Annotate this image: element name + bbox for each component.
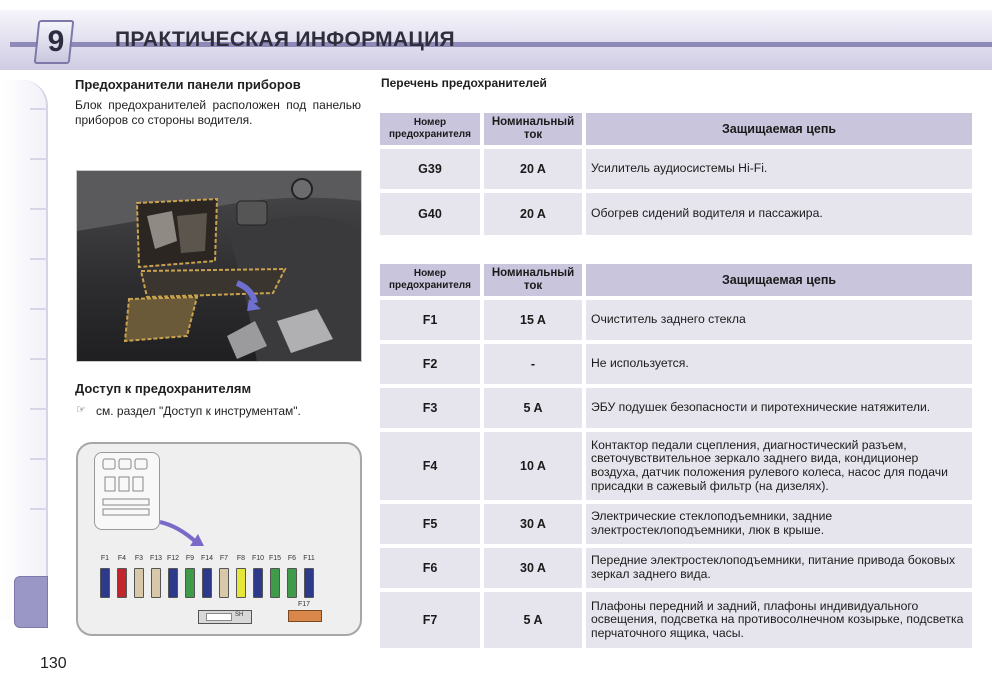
fuse-f3 [134,568,144,598]
page-number: 130 [40,655,67,672]
fuse-f17 [288,610,322,622]
rail-tick [30,458,48,460]
fuse-label: F10 [251,555,265,562]
fuse-label: F7 [219,555,229,562]
fuse-f9 [185,568,195,598]
rail-tick [30,258,48,260]
rail-tick [30,108,48,110]
fuse-list-title: Перечень предохранителей [381,76,547,90]
access-text: см. раздел "Доступ к инструментам". [96,404,301,418]
fuse-label: F8 [236,555,246,562]
relay-window [206,613,232,621]
pointer-icon: ☞ [76,404,86,416]
chapter-number: 9 [47,25,65,58]
fuse-label: F3 [134,555,144,562]
fuse-label: F9 [185,555,195,562]
rail-tick [30,508,48,510]
fuse-id: F6 [380,548,480,588]
fuse-id: F7 [380,592,480,648]
table-row [380,388,972,428]
fuse-circuit: Передние электростеклоподъемники, питание привода боковых зеркал заднего вида. [586,548,972,588]
fuse-current: 5 A [484,592,582,648]
fuse-circuit: Контактор педали сцепления, диагностический разъем, светочувствительное зеркало заднего вида, кондиционер воздуха, датчик положения рулевого колеса, насос для подачи присадки в сажевый фильтр (на дизелях). [586,432,972,500]
chapter-rail [0,80,48,620]
table-row [380,149,972,189]
f17-label: F17 [298,601,311,608]
fuse-label: F13 [149,555,163,562]
fuse-f11 [304,568,314,598]
fuse-current: 30 A [484,504,582,544]
relay-label: SH [235,612,244,618]
fuse-box-outline [94,452,160,530]
table-header [380,264,972,296]
rail-tick [30,358,48,360]
table-row [380,300,972,340]
fuse-id: F2 [380,344,480,384]
fuse-label: F4 [117,555,127,562]
page-title: ПРАКТИЧЕСКАЯ ИНФОРМАЦИЯ [115,28,455,51]
table-row [380,344,972,384]
fuse-f8 [236,568,246,598]
fuse-circuit: Плафоны передний и задний, плафоны индивидуального освещения, подсветка на противосолнечном козырьке, подсветка перчаточного ящика, часы. [586,592,972,648]
fuse-label: F1 [100,555,110,562]
fuse-label: F11 [303,555,315,562]
table-header [380,113,972,145]
access-title: Доступ к предохранителям [75,381,252,396]
fuse-id: G40 [380,193,480,235]
dashboard-photo [76,170,362,362]
fuse-label: F6 [287,555,297,562]
fuse-f7 [219,568,229,598]
fuse-f4 [117,568,127,598]
fuse-label: F12 [166,555,180,562]
rail-tick [30,408,48,410]
rail-tick [30,158,48,160]
relay-block [198,610,252,624]
fuse-current: 20 A [484,193,582,235]
fuse-current: 15 A [484,300,582,340]
section-text: Блок предохранителей расположен под панелью приборов со стороны водителя. [75,98,361,127]
fuse-label: F15 [268,555,282,562]
fuse-f15 [270,568,280,598]
zoom-arrow-icon [158,520,208,550]
fuse-circuit: Усилитель аудиосистемы Hi-Fi. [586,149,972,189]
header-fuse-number: Номер предохранителя [380,113,480,145]
fuse-circuit: Не используется. [586,344,972,384]
fuse-f14 [202,568,212,598]
fuse-label: F14 [200,555,214,562]
table-row [380,548,972,588]
fuse-id: F3 [380,388,480,428]
current-chapter-tab[interactable] [14,576,48,628]
fuse-id: F4 [380,432,480,500]
table-row [380,504,972,544]
header-fuse-number: Номер предохранителя [380,264,480,296]
fuse-current: 20 A [484,149,582,189]
table-row [380,592,972,648]
fuse-f6 [287,568,297,598]
rail-tick [30,208,48,210]
fuse-circuit: Электрические стеклоподъемники, задние электростеклоподъемники, люк в крыше. [586,504,972,544]
fuse-f12 [168,568,178,598]
table-row [380,432,972,500]
header-protected-circuit: Защищаемая цепь [586,113,972,145]
fuse-circuit: ЭБУ подушек безопасности и пиротехнические натяжители. [586,388,972,428]
fuse-id: G39 [380,149,480,189]
fuse-current: - [484,344,582,384]
header-protected-circuit: Защищаемая цепь [586,264,972,296]
fuse-circuit: Обогрев сидений водителя и пассажира. [586,193,972,235]
fuse-box-sketch [95,453,161,531]
fuse-current: 30 A [484,548,582,588]
fuse-current: 10 A [484,432,582,500]
header-rated-current: Номинальный ток [484,113,582,145]
fuse-current: 5 A [484,388,582,428]
fuse-id: F5 [380,504,480,544]
dashboard-illustration [77,171,362,362]
fuse-f13 [151,568,161,598]
header-rated-current: Номинальный ток [484,264,582,296]
fuse-id: F1 [380,300,480,340]
rail-curve [0,80,48,620]
section-title: Предохранители панели приборов [75,77,301,92]
table-row [380,193,972,235]
fuse-circuit: Очиститель заднего стекла [586,300,972,340]
rail-tick [30,308,48,310]
fuse-diagram [76,442,362,636]
fuse-f10 [253,568,263,598]
fuse-f1 [100,568,110,598]
